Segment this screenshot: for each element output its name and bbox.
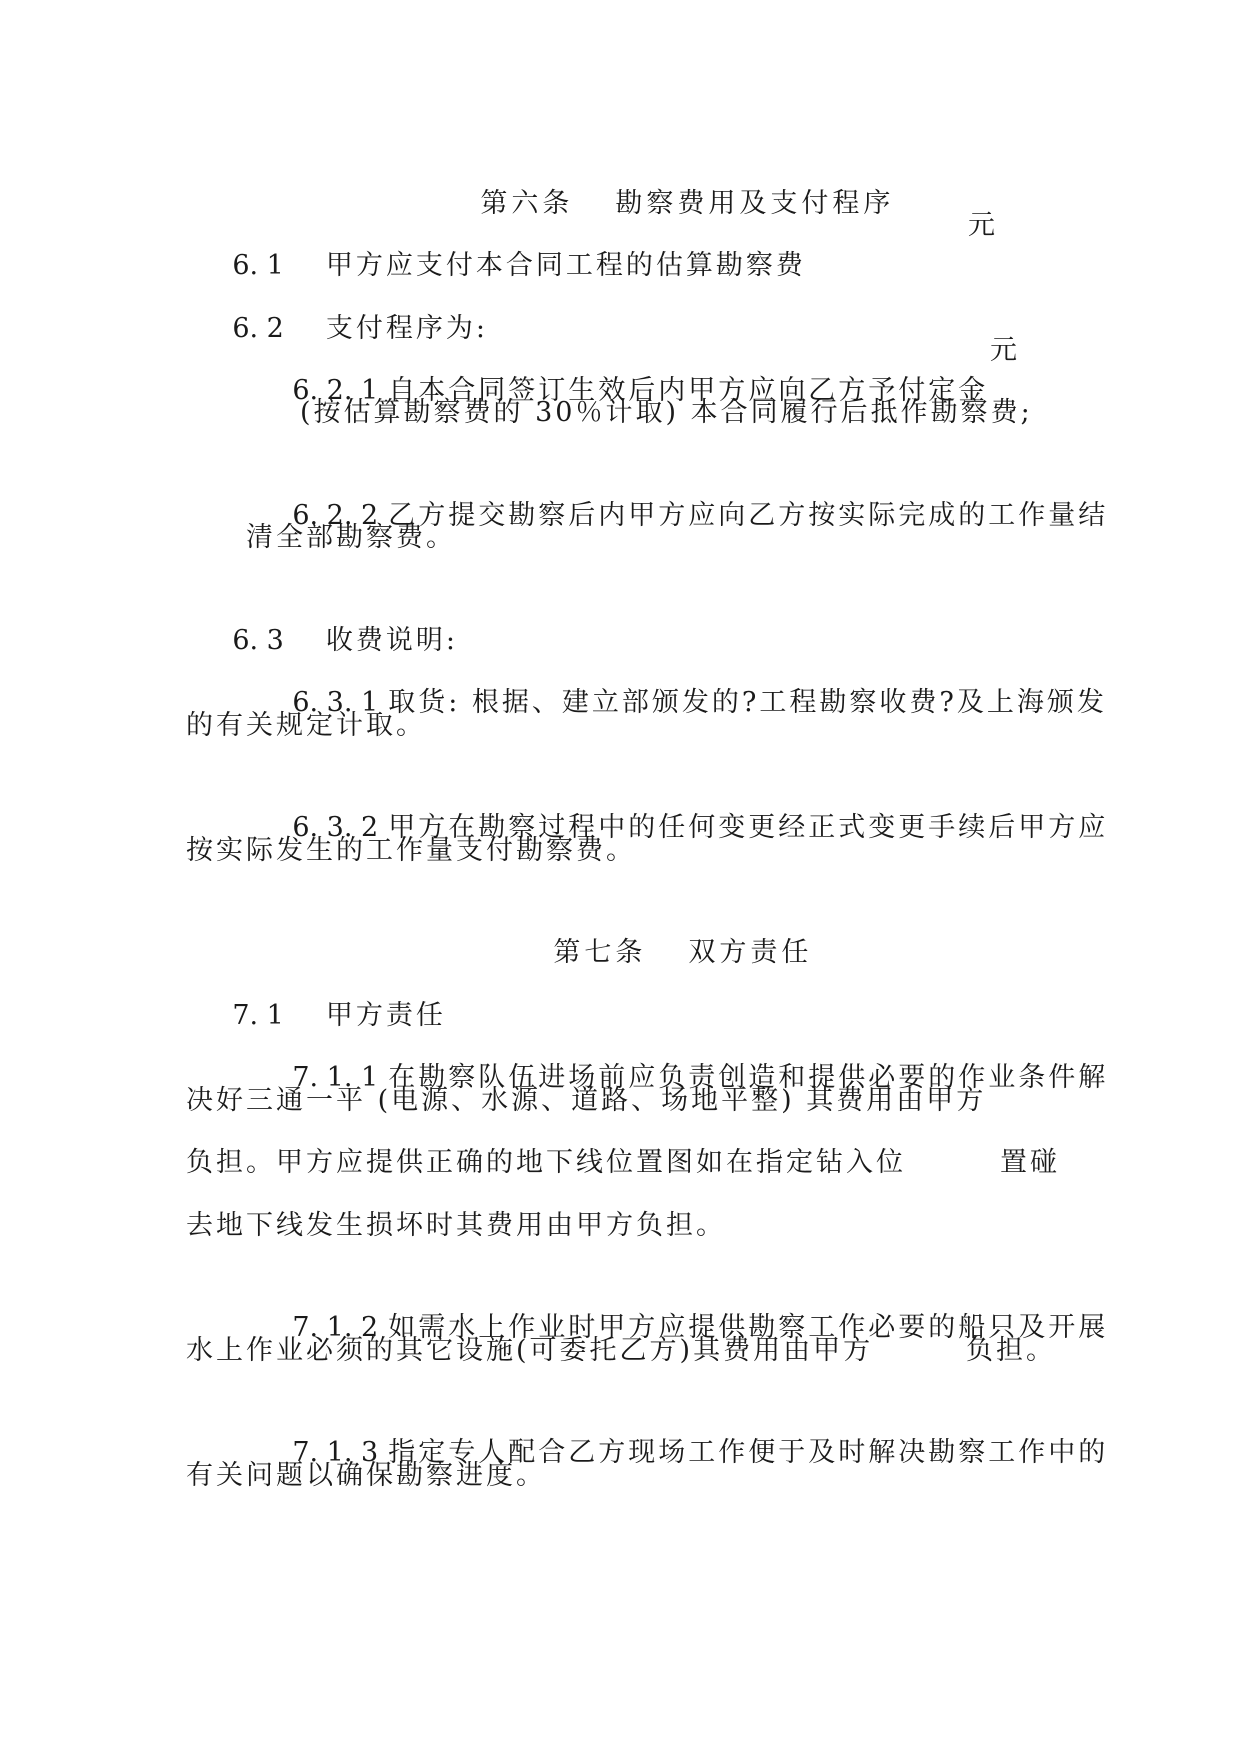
clause-text: 在勘察队伍进场前应负责创造和提供必要的作业条件解 [388,1062,1109,1093]
article-7-title: 双方责任 [688,937,813,968]
clause-number: 6. 1 [232,250,284,281]
article-6-label: 第六条 [480,188,574,219]
clause-6-2-2-cont: 清全部勘察费。 [246,522,456,553]
clause-text: 支付程序为: [325,313,488,344]
clause-6-2-1-cont: (按估算勘察费的 30％计取) 本合同履行后抵作勘察费; [300,397,1033,428]
clause-7-1-3-cont: 有关问题以确保勘察进度。 [186,1460,546,1491]
clause-number: 7. 1. 1 [292,1062,379,1093]
clause-6-2-1-unit: 元 [990,335,1020,366]
clause-7-1-1-cont-2: 负担。甲方应提供正确的地下线位置图如在指定钻入位 [186,1147,906,1178]
clause-6-3-1-cont: 的有关规定计取。 [186,710,426,741]
clause-text: 如需水上作业时甲方应提供勘察工作必要的船只及开展 [388,1312,1109,1343]
clause-number: 6. 2. 2 [292,500,379,531]
clause-number: 6. 3. 2 [292,812,379,843]
clause-7-1-2-cont: 水上作业必须的其它设施(可委托乙方)其费用由甲方 [186,1335,874,1366]
clause-number: 7. 1. 3 [292,1437,379,1468]
clause-number: 6. 3 [232,625,284,656]
clause-6-2-2 [246,456,1108,576]
clause-text: 收费说明: [325,625,458,656]
clause-text: 乙方提交勘察后内甲方应向乙方按实际完成的工作量结 [388,500,1109,531]
clause-text: 甲方在勘察过程中的任何变更经正式变更手续后甲方应 [388,812,1109,843]
clause-7-1-2-cont-b: 负担。 [966,1335,1056,1366]
clause-6-2-1 [246,331,988,451]
clause-number: 6. 2 [232,313,284,344]
clause-text: 指定专人配合乙方现场工作便于及时解决勘察工作中的 [388,1437,1109,1468]
article-6-title: 勘察费用及支付程序 [615,188,895,219]
clause-7-1-1-cont-2b: 置碰 [1000,1147,1060,1178]
clause-number: 7. 1 [232,1000,284,1031]
clause-7-1-1-cont-3: 去地下线发生损坏时其费用由甲方负担。 [186,1210,726,1241]
clause-number: 6. 2. 1 [292,375,379,406]
clause-text: 自本合同签订生效后内甲方应向乙方予付定金 [388,375,989,406]
clause-text: 甲方责任 [325,1000,446,1031]
clause-number: 6. 3. 1 [292,687,379,718]
clause-number: 7. 1. 2 [292,1312,379,1343]
clause-7-1-1-cont-1: 决好三通一平 (电源、水源、道路、场地平整) 其费用由甲方 [186,1085,987,1116]
clause-6-3-2-cont: 按实际发生的工作量支付勘察费。 [186,835,636,866]
clause-6-1-unit: 元 [968,210,998,241]
clause-text: 甲方应支付本合同工程的估算勘察费 [325,250,806,281]
article-7-label: 第七条 [553,937,647,968]
clause-text: 取货: 根据、建立部颁发的?工程勘察收费?及上海颁发 [388,687,1107,718]
article-7-heading [503,893,812,1013]
